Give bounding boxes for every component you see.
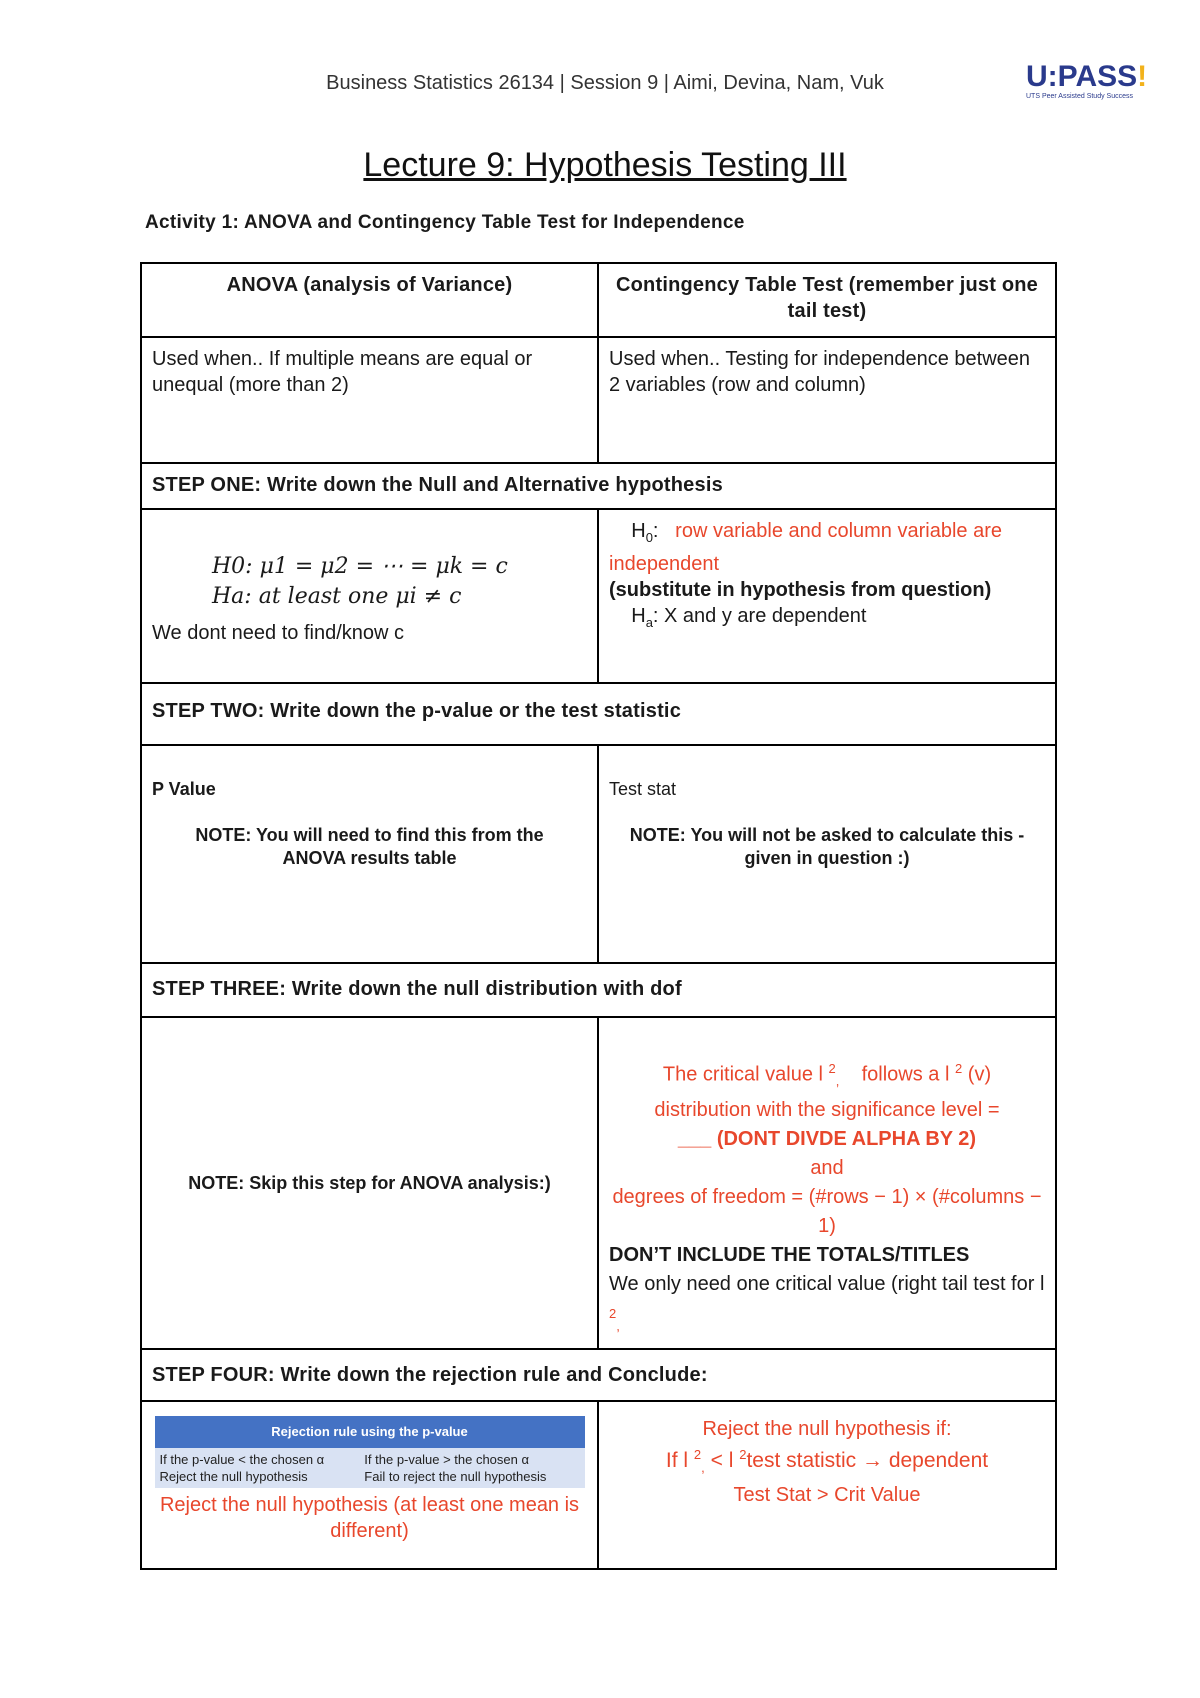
ct-follows-sup: 2 bbox=[954, 1061, 963, 1076]
ct-teststat-label: Test stat bbox=[609, 779, 677, 799]
ct-distribution-cell bbox=[598, 1017, 1056, 1349]
rej-right-action: Fail to reject the null hypothesis bbox=[364, 1469, 547, 1485]
rejection-rule-title: Rejection rule using the p-value bbox=[155, 1416, 585, 1448]
rejection-rule-table bbox=[155, 1416, 585, 1488]
ct-h0-label: H bbox=[631, 520, 646, 542]
ct-if-b: < l bbox=[710, 1449, 734, 1473]
ct-one-crit-note: We only need one critical value (right tail test for l bbox=[609, 1272, 1045, 1295]
ct-crit-note-sub: , bbox=[616, 1318, 620, 1334]
page-header: Business Statistics 26134 | Session 9 | Aimi, Devina, Nam, Vuk bbox=[326, 72, 884, 94]
anova-used-when: Used when.. If multiple means are equal or unequal (more than 2) bbox=[141, 337, 598, 463]
anova-skip-cell bbox=[141, 1017, 598, 1349]
ct-if-c: test statistic → dependent bbox=[746, 1449, 989, 1473]
anova-c-note: We dont need to find/know c bbox=[152, 622, 405, 644]
ct-rule-sup-2: 2 bbox=[739, 1447, 747, 1463]
logo-bang: ! bbox=[1137, 60, 1148, 93]
ct-totals-note: DON’T INCLUDE THE TOTALS/TITLES bbox=[609, 1243, 970, 1266]
upass-logo bbox=[1026, 62, 1156, 100]
anova-pvalue-label: P Value bbox=[152, 779, 216, 799]
ct-alpha-note: ___ (DONT DIVDE ALPHA BY 2) bbox=[677, 1127, 977, 1150]
ct-crit-text-c: (v) bbox=[967, 1063, 992, 1086]
rej-left-condition: If the p-value < the chosen α bbox=[159, 1452, 325, 1468]
activity-heading: Activity 1: ANOVA and Contingency Table Test for Independence bbox=[145, 212, 745, 233]
ct-dof-line: degrees of freedom = (#rows − 1) × (#columns − 1) bbox=[612, 1185, 1042, 1237]
ct-alt-hypothesis: : X and y are dependent bbox=[652, 605, 867, 627]
rej-left-action: Reject the null hypothesis bbox=[159, 1469, 308, 1485]
anova-hypotheses bbox=[141, 509, 598, 683]
anova-pvalue-cell bbox=[141, 745, 598, 963]
ct-if-a: If l bbox=[665, 1449, 689, 1473]
step-four-title bbox=[141, 1349, 1056, 1401]
ct-crit-note-sup: 2 bbox=[609, 1305, 617, 1321]
logo-text: U:PASS bbox=[1026, 60, 1138, 93]
anova-pvalue-note: NOTE: You will need to find this from the ANOVA results table bbox=[195, 825, 544, 868]
ct-rule-sub: , bbox=[701, 1460, 705, 1476]
step-one-title: STEP ONE: Write down the Null and Alternative hypothesis bbox=[141, 463, 1056, 509]
ct-crit-sup: 2 bbox=[828, 1061, 836, 1076]
ct-null-hypothesis: row variable and column variable are independent bbox=[609, 520, 1002, 575]
rej-right-condition: If the p-value > the chosen α bbox=[364, 1452, 529, 1468]
ct-and: and bbox=[810, 1156, 844, 1179]
step-two-title: STEP TWO: Write down the p-value or the test statistic bbox=[141, 683, 1056, 745]
page-title: Lecture 9: Hypothesis Testing III bbox=[363, 146, 847, 184]
step-four-prefix: STEP FOUR bbox=[152, 1364, 268, 1387]
ct-significance-line: distribution with the significance level = bbox=[654, 1098, 1000, 1121]
anova-rejection-cell bbox=[141, 1401, 598, 1569]
comparison-table bbox=[140, 262, 1057, 1570]
ct-crit-text-a: The critical value l bbox=[662, 1063, 823, 1086]
anova-conclusion: Reject the null hypothesis (at least one mean is different) bbox=[159, 1494, 580, 1543]
ct-ha-label: H bbox=[631, 605, 646, 627]
ct-ha-sub: a bbox=[645, 615, 653, 630]
ct-substitute-note: (substitute in hypothesis from question) bbox=[609, 579, 992, 601]
ct-teststat-note: NOTE: You will not be asked to calculate this - given in question :) bbox=[629, 825, 1025, 868]
ct-teststat-cell bbox=[598, 745, 1056, 963]
ct-rule-sup-1: 2 bbox=[693, 1447, 702, 1463]
anova-skip-note: NOTE: Skip this step for ANOVA analysis:) bbox=[188, 1172, 551, 1193]
contingency-used-when: Used when.. Testing for independence between 2 variables (row and column) bbox=[598, 337, 1056, 463]
ct-reject-line: Reject the null hypothesis if: bbox=[702, 1418, 952, 1441]
anova-null-hypothesis: H0: μ1 = μ2 = ⋯ = μk = c bbox=[212, 554, 508, 579]
ct-crit-text-b: follows a l bbox=[861, 1063, 950, 1086]
ct-h0-sub: 0 bbox=[645, 530, 653, 545]
contingency-hypotheses: $H_0$: row variable and column variable are independent (substitute in hypothesis from question) $H_a$: X and y are dependent bbox=[598, 509, 1056, 683]
ct-rejection-cell bbox=[598, 1401, 1056, 1569]
step-four-rest: : Write down the rejection rule and Conclude: bbox=[267, 1364, 708, 1387]
anova-header: ANOVA (analysis of Variance) bbox=[141, 263, 598, 337]
step-three-title: STEP THREE: Write down the null distribution with dof bbox=[141, 963, 1056, 1017]
contingency-header: Contingency Table Test (remember just one tail test) bbox=[598, 263, 1056, 337]
ct-teststat-rule: Test Stat > Crit Value bbox=[733, 1483, 921, 1506]
logo-subtitle: UTS Peer Assisted Study Success bbox=[1026, 93, 1133, 100]
anova-alt-hypothesis: Ha: at least one μi ≠ c bbox=[212, 584, 462, 609]
ct-crit-sub: , bbox=[835, 1073, 840, 1089]
